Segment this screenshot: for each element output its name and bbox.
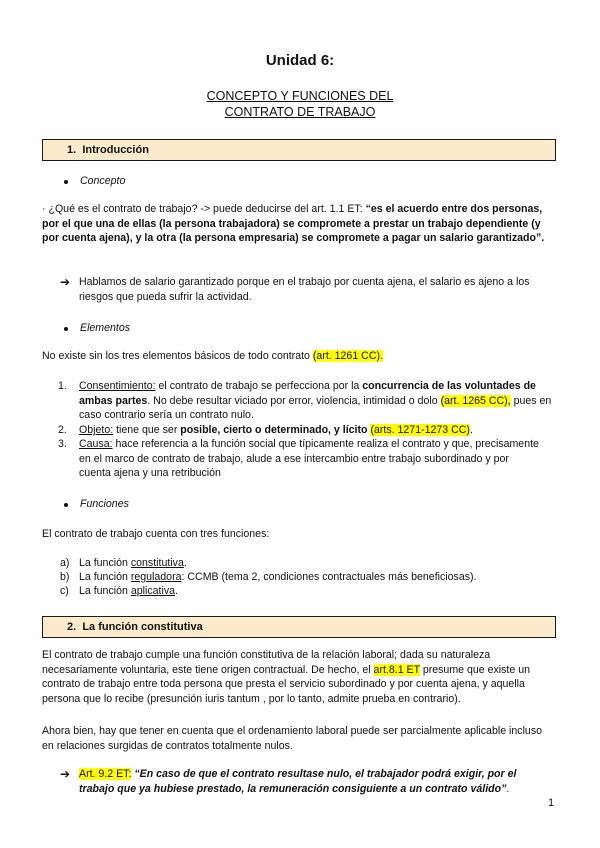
section-title: Introducción [82, 144, 149, 156]
list-text: La función [79, 557, 131, 569]
funcion-aplicativa [79, 584, 178, 599]
list-item-consentimiento [79, 379, 557, 423]
concepto-paragraph [42, 202, 558, 246]
list-bold: posible, cierto o determinado, y lícito [180, 424, 368, 436]
list-letter: c) [60, 585, 69, 597]
arrow-icon: ➔ [60, 767, 71, 781]
quote-ref: Art. 9.2 ET: [79, 768, 132, 780]
nulidad-paragraph: Ahora bien, hay que tener en cuenta que el ordenamiento laboral puede ser parcialmente aplicable incluso en relaciones surgidas de contratos totalmente nulos. [42, 725, 543, 752]
arrow-icon: ➔ [60, 275, 71, 289]
concepto-definition: “es el acuerdo entre dos personas, por el que una de ellas (la persona trabajadora) se compromete a prestar un trabajo dependiente (y por cuenta ajena), y la otra (la persona empresaria) se compromete a pagar un salario garantizado”. [42, 203, 545, 245]
paragraph-text: El contrato de trabajo cumple una función constitutiva de la relación laboral; dada su naturaleza necesariamente voluntaria, este tiene origen contractual. De hecho, el [42, 649, 491, 676]
list-number: 2. [58, 424, 67, 436]
section-heading-introduccion [42, 139, 556, 161]
bullet-icon [64, 180, 68, 184]
list-text: La función [79, 571, 131, 583]
list-text: el contrato de trabajo se perfecciona por la [155, 380, 363, 392]
concepto-text: · ¿Qué es el contrato de trabajo? -> puede deducirse del art. 1.1 ET: [42, 203, 366, 215]
section-title: La función constitutiva [82, 621, 203, 633]
list-text: . [175, 585, 178, 597]
section-number: 1. [67, 144, 77, 156]
list-number: 3. [58, 438, 67, 450]
subtitle-line-2: CONTRATO DE TRABAJO [224, 105, 376, 119]
list-text: . [469, 424, 473, 436]
list-text: tiene que ser [113, 424, 181, 436]
list-term: aplicativa [130, 585, 176, 597]
bullet-funciones: Funciones [80, 498, 129, 510]
funcion-reguladora [79, 570, 477, 585]
constitutiva-paragraph [42, 648, 560, 706]
quote-end: . [506, 782, 510, 795]
list-letter: a) [60, 557, 70, 569]
elementos-intro-text: No existe sin los tres elementos básicos de todo contrato [42, 350, 313, 362]
list-term: Causa: [79, 438, 113, 450]
funciones-intro: El contrato de trabajo cuenta con tres funciones: [42, 528, 270, 540]
list-bold: concurrencia de las voluntades de ambas partes [79, 380, 536, 407]
elementos-intro [42, 349, 383, 364]
bullet-concepto: Concepto [80, 175, 126, 187]
list-text: La función [79, 585, 131, 597]
list-term: Consentimiento: [79, 380, 156, 392]
paragraph-ref: art.8.1 ET [373, 663, 420, 676]
section-heading-funcion-constitutiva [42, 616, 556, 638]
list-term: constitutiva [130, 557, 184, 569]
page-number: 1 [548, 797, 555, 809]
list-text: . [183, 557, 187, 569]
list-term: Objeto: [79, 424, 114, 436]
list-text: : CCMB (tema 2, condiciones contractuales más beneficiosas). [181, 571, 477, 583]
paragraph-text: presume que existe un contrato de trabajo entre toda persona que presta el servicio subordinado y por cuenta ajena, y aquella persona que lo recibe (presunción iuris tantum , por lo tanto, admite prueba en contrario). [42, 663, 530, 705]
list-ref: (arts. 1271-1273 CC) [370, 424, 470, 436]
art-9-2-quote [79, 767, 547, 796]
bullet-elementos: Elementos [80, 322, 131, 334]
page-title: Unidad 6: [265, 52, 335, 69]
list-letter: b) [60, 571, 70, 583]
elementos-intro-ref: (art. 1261 CC). [312, 350, 383, 362]
list-text: . No debe resultar viciado por error, violencia, intimidad o dolo [147, 394, 441, 407]
list-number: 1. [58, 380, 67, 392]
subtitle-line-1: CONCEPTO Y FUNCIONES DEL [206, 89, 394, 103]
funcion-constitutiva [79, 556, 187, 571]
quote-text: “En caso de que el contrato resultase nulo, el trabajador podrá exigir, por el trabajo que ya hubiese prestado, la remuneración consiguiente a un contrato válido” [79, 768, 517, 795]
section-number: 2. [67, 621, 77, 633]
list-item-objeto [79, 423, 557, 438]
bullet-icon [64, 503, 68, 507]
list-text: pues en caso contrario sería un contrato nulo. [79, 394, 552, 422]
list-term: reguladora [130, 571, 182, 583]
list-text: hace referencia a la función social que típicamente realiza el contrato y que, precisamente en el marco de contrato de trabajo, alude a ese intercambio entre trabajo subordinado y por cuenta ajena y una retribución [79, 438, 539, 480]
list-item-causa [79, 437, 539, 481]
arrow-note: Hablamos de salario garantizado porque en el trabajo por cuenta ajena, el salario es ajeno a los riesgos que pueda sufrir la actividad. [79, 276, 530, 303]
page-subtitle [0, 88, 600, 120]
bullet-icon [64, 327, 68, 331]
list-ref: (art. 1265 CC), [440, 394, 511, 407]
